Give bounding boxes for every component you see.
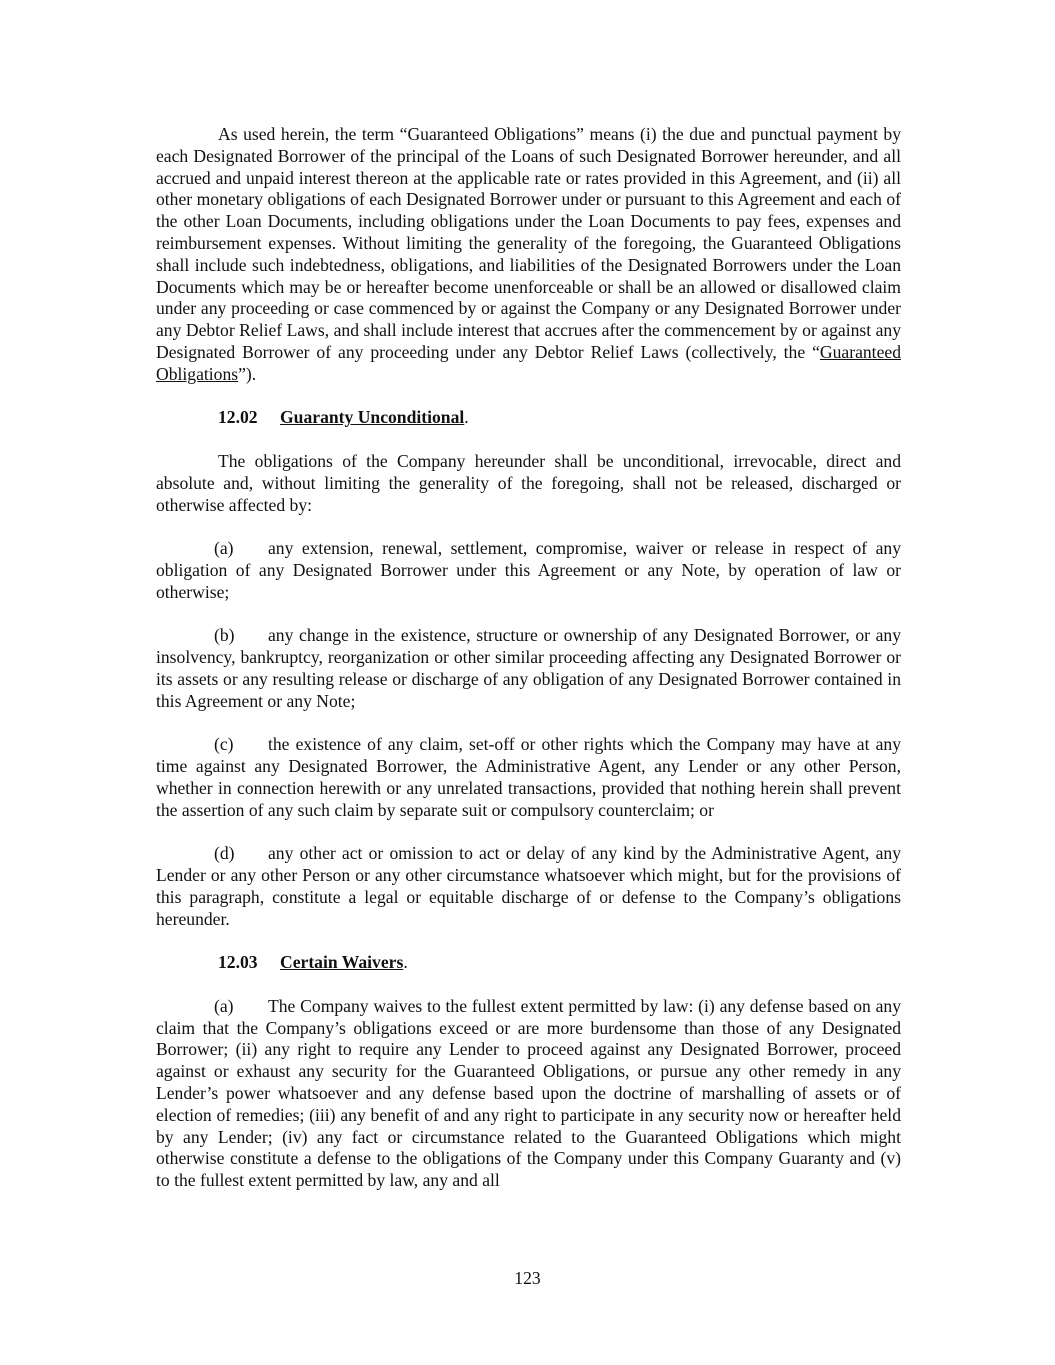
clause-item	[156, 538, 901, 603]
clause-item	[156, 996, 901, 1192]
clause-text: any extension, renewal, settlement, compromise, waiver or release in respect of any obligation of any Designated Borrower under this Agreement or any Note, by operation of law or otherwise;	[156, 538, 901, 602]
guaranteed-obligations-paragraph	[156, 124, 901, 386]
clause-item	[156, 625, 901, 712]
clause-label: (a)	[214, 538, 234, 559]
section-number: 12.03	[218, 952, 258, 973]
clause-label: (a)	[214, 995, 234, 1016]
clause-text: The Company waives to the fullest extent permitted by law: (i) any defense based on any claim that the Company’s obligations exceed or are more burdensome than those of any Designated Borrower; (ii) any right to require any Lender to proceed against any Designated Borrower, proceed against or exhaust any security for the Guaranteed Obligations, or pursue any other remedy in any Lender’s power whatsoever and any defense based upon the doctrine of marshalling of assets or of election of remedies; (iii) any benefit of and any right to participate in any security now or hereafter held by any Lender; (iv) any fact or circumstance related to the Guaranteed Obligations which might otherwise constitute a defense to the obligations of the Company under this Company Guaranty and (v) to the fullest extent permitted by law, any and all	[156, 995, 901, 1191]
clause-label: (b)	[214, 625, 235, 646]
clause-text: the existence of any claim, set-off or other rights which the Company may have at any time against any Designated Borrower, the Administrative Agent, any Lender or any other Person, whether in connection herewith or any unrelated transactions, provided that nothing herein shall prevent the assertion of any such claim by separate suit or compulsory counterclaim; or	[156, 734, 901, 820]
intro-text: As used herein, the term “Guaranteed Obligations” means (i) the due and punctual payment by each Designated Borrower of the principal of the Loans of such Designated Borrower hereunder, and all accrued and unpaid interest thereon at the applicable rate or rates provided in this Agreement, and (ii) all other monetary obligations of each Designated Borrower under or pursuant to this Agreement and each of the other Loan Documents, including obligations under the Loan Documents to pay fees, expenses and reimbursement expenses. Without limiting the generality of the foregoing, the Guaranteed Obligations shall include such indebtedness, obligations, and liabilities of the Designated Borrowers under the Loan Documents which may be or hereafter become unenforceable or shall be an allowed or disallowed claim under any proceeding or case commenced by or against the Company or any Designated Borrower under any Debtor Relief Laws, and shall include interest that accrues after the commencement by or against any Designated Borrower of any proceeding under any Debtor Relief Laws (collectively, the “	[156, 124, 901, 362]
section-1202-intro: The obligations of the Company hereunder shall be unconditional, irrevocable, direct and absolute and, without limiting the generality of the foregoing, shall not be released, discharged or otherwise affected by:	[156, 450, 901, 515]
section-title: Certain Waivers	[280, 952, 404, 973]
document-page	[156, 124, 901, 1192]
clause-label: (c)	[214, 734, 234, 755]
clause-item	[156, 843, 901, 930]
clause-text: any other act or omission to act or delay of any kind by the Administrative Agent, any Lender or any other Person or any other circumstance whatsoever which might, but for the provisions of this paragraph, constitute a legal or equitable discharge of or defense to the Company’s obligations hereunder.	[156, 843, 901, 929]
clause-item	[156, 734, 901, 821]
section-title: Guaranty Unconditional	[280, 407, 465, 428]
clause-text: any change in the existence, structure or ownership of any Designated Borrower, or any insolvency, bankruptcy, reorganization or other similar proceeding affecting any Designated Borrower or its assets or any resulting release or discharge of any obligation of any Designated Borrower contained in this Agreement or any Note;	[156, 625, 901, 711]
section-heading-1202: 12.02 Guaranty Unconditional.	[218, 407, 469, 428]
page-number: 123	[514, 1268, 541, 1288]
defined-term: Guaranteed Obligations	[156, 341, 901, 384]
section-heading-1203: 12.03 Certain Waivers.	[218, 952, 408, 973]
section-number: 12.02	[218, 407, 258, 428]
intro-closing: ”).	[238, 363, 257, 384]
clause-label: (d)	[214, 843, 235, 864]
